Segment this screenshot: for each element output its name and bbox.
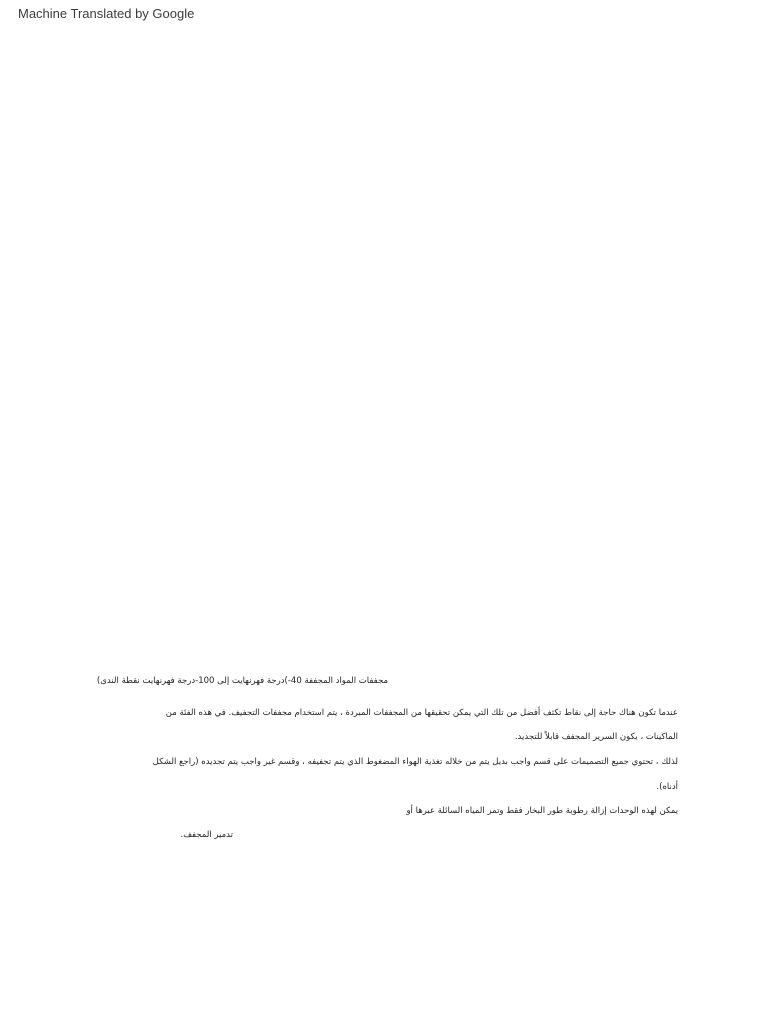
paragraph-line-1: عندما تكون هناك حاجة إلى نقاط تكثف أفضل من تلك التي يمكن تحقيقها من المجففات المبردة ، يتم استخدام مجففات التجفيف. في هذه الفئة من bbox=[165, 708, 678, 718]
paragraph-line-2: الماكينات ، يكون السرير المجفف قابلاً للتجديد. bbox=[514, 732, 678, 742]
paragraph-line-4: أدناه). bbox=[656, 782, 678, 792]
paragraph-line-5: يمكن لهذه الوحدات إزالة رطوبة طور البخار فقط وتمر المياه السائلة عبرها أو bbox=[406, 806, 678, 816]
paragraph-line-6: تدمير المجفف. bbox=[180, 830, 233, 840]
section-heading: مجففات المواد المجففة 40-)درجة فهرنهايت إلى 100-درجة فهرنهايت نقطة الندى) bbox=[96, 676, 388, 686]
paragraph-line-3: لذلك ، تحتوي جميع التصميمات على قسم واجب بديل يتم من خلاله تغذية الهواء المضغوط الذي يتم تجفيفه ، وقسم غير واجب يتم تجديده (راجع الشكل bbox=[152, 757, 678, 767]
machine-translation-banner: Machine Translated by Google bbox=[18, 6, 195, 21]
